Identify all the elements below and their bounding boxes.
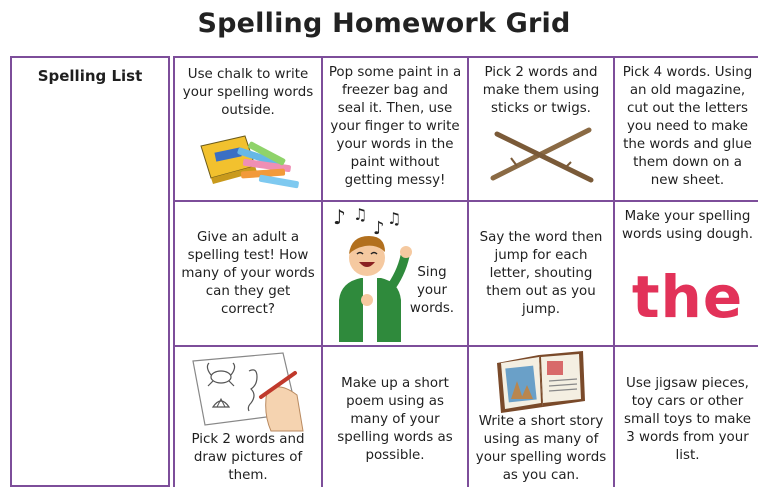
cell-text: Pop some paint in a freezer bag and seal it. Then, use your finger to write your words in the paint without getting messy! bbox=[328, 65, 462, 188]
svg-text:♫: ♫ bbox=[353, 205, 368, 224]
cell-text: Make up a short poem using as many of your spelling words as possible. bbox=[337, 376, 453, 463]
cell-toys bbox=[615, 347, 760, 489]
svg-text:♪: ♪ bbox=[373, 218, 385, 239]
cell-jump bbox=[469, 202, 613, 345]
cell-paint-bag bbox=[323, 58, 467, 200]
dough-example-word: the bbox=[631, 263, 744, 331]
cell-text: Make your spelling words using dough. bbox=[622, 209, 753, 242]
cell-text: Use chalk to write your spelling words outside. bbox=[182, 67, 314, 118]
svg-text:♪: ♪ bbox=[333, 205, 346, 229]
spelling-list-title: Spelling List bbox=[37, 67, 143, 85]
cell-sing bbox=[323, 202, 467, 345]
sticks-icon bbox=[487, 124, 597, 186]
drawing-hand-icon bbox=[187, 351, 307, 433]
cell-text: Say the word then jump for each letter, shouting them out as you jump. bbox=[479, 229, 603, 317]
cell-story bbox=[469, 347, 613, 489]
cell-dough bbox=[615, 202, 760, 345]
cell-draw bbox=[175, 347, 321, 489]
cell-text: Give an adult a spelling test! How many of your words can they get correct? bbox=[181, 229, 315, 317]
svg-text:♫: ♫ bbox=[387, 209, 402, 228]
cell-text: Pick 2 words and draw pictures of them. bbox=[191, 432, 305, 483]
cell-text: Use jigsaw pieces, toy cars or other small toys to make 3 words from your list. bbox=[624, 376, 751, 463]
chalk-icon bbox=[197, 128, 307, 192]
cell-text: Pick 4 words. Using an old magazine, cut out the letters you need to make the words and glue them down on a new sheet. bbox=[622, 65, 753, 188]
cell-sticks bbox=[469, 58, 613, 200]
homework-grid bbox=[173, 56, 758, 487]
storybook-icon bbox=[493, 349, 589, 413]
cell-text: Pick 2 words and make them using sticks or twigs. bbox=[482, 65, 600, 116]
page-title: Spelling Homework Grid bbox=[197, 8, 571, 39]
cell-text: Write a short story using as many of your spelling words as you can. bbox=[475, 414, 607, 483]
cell-chalk bbox=[175, 58, 321, 200]
cell-text: Sing your words. bbox=[409, 265, 455, 316]
cell-poem bbox=[323, 347, 467, 489]
spelling-list-box bbox=[10, 56, 170, 487]
cell-magazine bbox=[615, 58, 760, 200]
cell-spelling-test bbox=[175, 202, 321, 345]
